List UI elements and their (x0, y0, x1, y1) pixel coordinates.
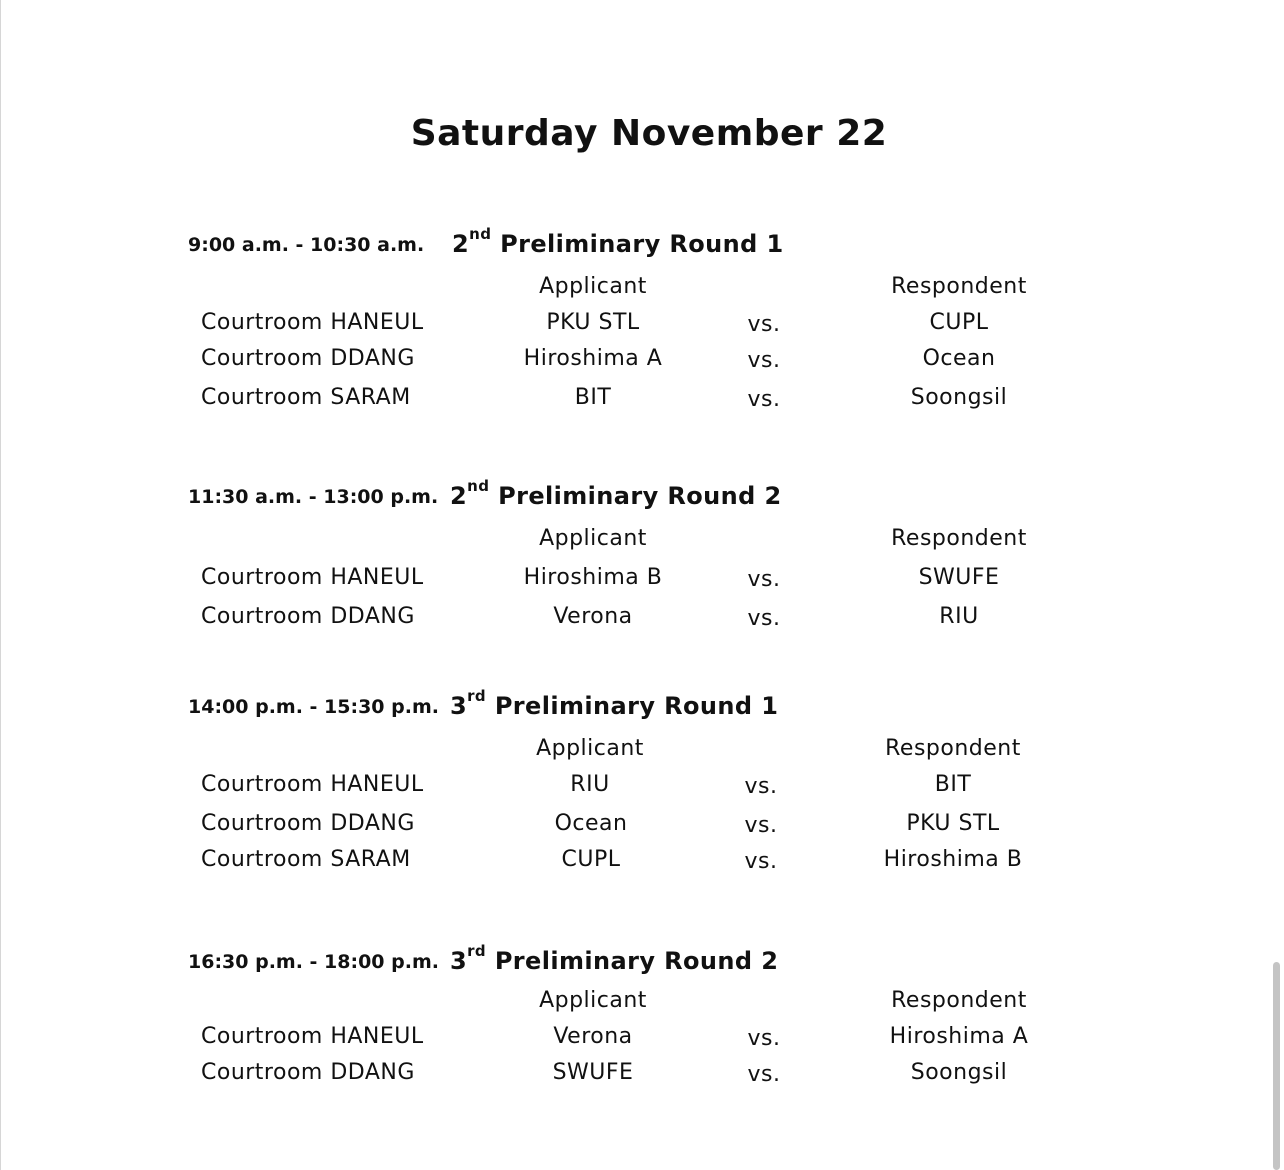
respondent-header: Respondent (891, 274, 1027, 299)
applicant-header: Applicant (539, 988, 647, 1013)
applicant-team: CUPL (561, 847, 621, 872)
round-title (450, 942, 779, 975)
respondent-team: Soongsil (910, 1060, 1008, 1085)
courtroom-name: Courtroom DDANG (201, 346, 415, 371)
courtroom-name: Courtroom DDANG (201, 811, 415, 836)
applicant-team: RIU (570, 772, 610, 797)
round-ordinal-suffix: rd (467, 687, 487, 705)
vs-label: vs. (744, 813, 778, 838)
round-ordinal-suffix: nd (467, 477, 490, 495)
round-name: Preliminary Round 2 (494, 947, 779, 975)
respondent-team: RIU (939, 604, 979, 629)
respondent-team: Ocean (922, 346, 996, 371)
respondent-team: BIT (934, 772, 972, 797)
courtroom-name: Courtroom SARAM (201, 847, 411, 872)
applicant-header: Applicant (536, 736, 644, 761)
applicant-header: Applicant (539, 526, 647, 551)
respondent-team: PKU STL (906, 811, 1000, 836)
respondent-header: Respondent (891, 988, 1027, 1013)
round-name: Preliminary Round 1 (500, 230, 784, 258)
round-name: Preliminary Round 1 (494, 692, 779, 720)
vs-label: vs. (744, 774, 778, 799)
respondent-team: CUPL (929, 310, 989, 335)
page-edge (0, 0, 1, 1170)
vs-label: vs. (747, 348, 781, 373)
page-title: Saturday November 22 (410, 113, 888, 154)
respondent-team: Soongsil (910, 385, 1008, 410)
respondent-team: Hiroshima A (889, 1024, 1029, 1049)
courtroom-name: Courtroom DDANG (201, 604, 415, 629)
applicant-team: Hiroshima B (523, 565, 663, 590)
courtroom-name: Courtroom DDANG (201, 1060, 415, 1085)
applicant-team: Verona (553, 1024, 633, 1049)
courtroom-name: Courtroom HANEUL (201, 772, 424, 797)
vs-label: vs. (747, 567, 781, 592)
round-name: Preliminary Round 2 (498, 482, 782, 510)
vs-label: vs. (747, 1062, 781, 1087)
vs-label: vs. (747, 387, 781, 412)
round-number: 2 (452, 230, 470, 258)
vs-label: vs. (747, 606, 781, 631)
applicant-team: SWUFE (552, 1060, 634, 1085)
scrollbar-thumb[interactable] (1273, 962, 1280, 1170)
respondent-team: SWUFE (918, 565, 1000, 590)
session-time: 16:30 p.m. - 18:00 p.m. (188, 951, 439, 973)
vs-label: vs. (744, 849, 778, 874)
round-number: 2 (450, 482, 468, 510)
applicant-team: BIT (574, 385, 612, 410)
vs-label: vs. (747, 312, 781, 337)
round-title (452, 225, 784, 258)
courtroom-name: Courtroom SARAM (201, 385, 411, 410)
round-title (450, 477, 782, 510)
session-time: 11:30 a.m. - 13:00 p.m. (188, 486, 439, 508)
round-title (450, 687, 779, 720)
respondent-header: Respondent (891, 526, 1027, 551)
vertical-scrollbar[interactable] (1270, 0, 1284, 1170)
session-time: 9:00 a.m. - 10:30 a.m. (188, 234, 425, 256)
round-ordinal-suffix: rd (467, 942, 487, 960)
round-number: 3 (450, 692, 468, 720)
vs-label: vs. (747, 1026, 781, 1051)
courtroom-name: Courtroom HANEUL (201, 310, 424, 335)
applicant-team: Verona (553, 604, 633, 629)
courtroom-name: Courtroom HANEUL (201, 1024, 424, 1049)
applicant-team: Hiroshima A (523, 346, 663, 371)
round-ordinal-suffix: nd (469, 225, 492, 243)
applicant-team: PKU STL (546, 310, 640, 335)
round-number: 3 (450, 947, 468, 975)
applicant-header: Applicant (539, 274, 647, 299)
session-time: 14:00 p.m. - 15:30 p.m. (188, 696, 439, 718)
applicant-team: Ocean (554, 811, 628, 836)
courtroom-name: Courtroom HANEUL (201, 565, 424, 590)
respondent-team: Hiroshima B (883, 847, 1023, 872)
respondent-header: Respondent (885, 736, 1021, 761)
